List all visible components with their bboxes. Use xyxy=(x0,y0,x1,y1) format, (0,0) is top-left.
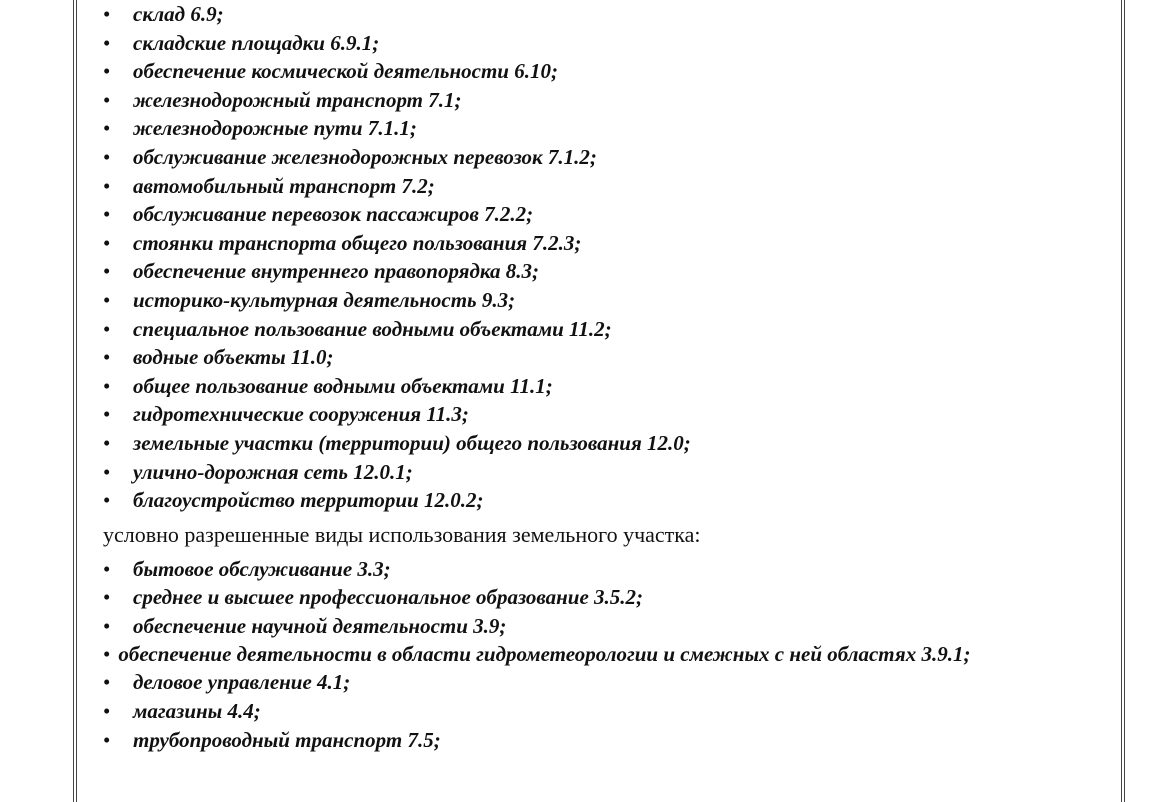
conditional-uses-heading: условно разрешенные виды использования земельного участка: xyxy=(103,521,701,547)
list-item-text: водные объекты 11.0; xyxy=(133,345,334,370)
list-item-text: магазины 4.4; xyxy=(133,699,261,724)
bullet-marker: • xyxy=(103,459,111,484)
bullet-marker: • xyxy=(103,613,111,638)
bullet-marker: • xyxy=(103,642,111,667)
bullet-marker: • xyxy=(103,202,111,227)
list-item xyxy=(103,229,1103,258)
list-item xyxy=(103,697,1103,726)
list-item xyxy=(103,668,1103,697)
list-item-text: обслуживание железнодорожных перевозок 7.1.2; xyxy=(133,144,597,169)
list-item xyxy=(103,200,1103,229)
list-item-text: трубопроводный транспорт 7.5; xyxy=(133,727,441,752)
permitted-uses-list xyxy=(103,0,1103,515)
bullet-marker: • xyxy=(103,87,111,112)
bullet-marker: • xyxy=(103,230,111,255)
list-item-text: обеспечение внутреннего правопорядка 8.3; xyxy=(133,259,540,284)
list-item xyxy=(103,172,1103,201)
bullet-marker: • xyxy=(103,287,111,312)
list-item-text: среднее и высшее профессиональное образование 3.5.2; xyxy=(133,585,644,610)
bullet-marker: • xyxy=(103,556,111,581)
bullet-marker: • xyxy=(103,585,111,610)
document-content xyxy=(103,0,1103,754)
list-item-text: деловое управление 4.1; xyxy=(133,670,351,695)
list-item xyxy=(103,143,1103,172)
list-item-text: специальное пользование водными объектами 11.2; xyxy=(133,316,612,341)
list-item xyxy=(103,114,1103,143)
bullet-marker: • xyxy=(103,59,111,84)
list-item xyxy=(103,372,1103,401)
bullet-marker: • xyxy=(103,116,111,141)
bullet-marker: • xyxy=(103,259,111,284)
list-item-text: склад 6.9; xyxy=(133,2,224,26)
list-item-text: общее пользование водными объектами 11.1; xyxy=(133,373,553,398)
list-item-text: обеспечение научной деятельности 3.9; xyxy=(133,613,507,638)
bullet-marker: • xyxy=(103,2,111,26)
bullet-marker: • xyxy=(103,488,111,513)
list-item xyxy=(103,29,1103,58)
list-item xyxy=(103,429,1103,458)
list-item xyxy=(103,458,1103,487)
list-item xyxy=(103,257,1103,286)
bullet-marker: • xyxy=(103,402,111,427)
list-item xyxy=(103,286,1103,315)
list-item-text: железнодорожный транспорт 7.1; xyxy=(133,87,462,112)
bullet-marker: • xyxy=(103,727,111,752)
conditional-uses-list xyxy=(103,555,1103,755)
list-item xyxy=(103,400,1103,429)
list-item xyxy=(103,726,1103,755)
list-item xyxy=(103,0,1103,29)
list-item-text: благоустройство территории 12.0.2; xyxy=(133,488,484,513)
bullet-marker: • xyxy=(103,30,111,55)
list-item xyxy=(103,612,1103,641)
list-item-text: улично-дорожная сеть 12.0.1; xyxy=(133,459,413,484)
list-item-text: обеспечение деятельности в области гидрометеорологии и смежных с ней областях 3.9.1; xyxy=(118,642,971,667)
list-item xyxy=(103,57,1103,86)
list-item xyxy=(103,343,1103,372)
list-item xyxy=(103,315,1103,344)
list-item-text: земельные участки (территории) общего пользования 12.0; xyxy=(133,430,691,455)
bullet-marker: • xyxy=(103,173,111,198)
list-item xyxy=(103,486,1103,515)
list-item-text: историко-культурная деятельность 9.3; xyxy=(133,287,516,312)
list-item-text: стоянки транспорта общего пользования 7.2.3; xyxy=(133,230,582,255)
list-item-text: автомобильный транспорт 7.2; xyxy=(133,173,435,198)
bullet-marker: • xyxy=(103,316,111,341)
list-item-text: обслуживание перевозок пассажиров 7.2.2; xyxy=(133,202,534,227)
list-item xyxy=(103,555,1103,584)
bullet-marker: • xyxy=(103,670,111,695)
list-item xyxy=(103,86,1103,115)
bullet-marker: • xyxy=(103,430,111,455)
list-item-text: бытовое обслуживание 3.3; xyxy=(133,556,391,581)
bullet-marker: • xyxy=(103,144,111,169)
list-item xyxy=(103,640,1103,668)
list-item-text: железнодорожные пути 7.1.1; xyxy=(133,116,417,141)
list-item xyxy=(103,583,1103,612)
list-item-text: обеспечение космической деятельности 6.10; xyxy=(133,59,558,84)
bullet-marker: • xyxy=(103,345,111,370)
list-item-text: складские площадки 6.9.1; xyxy=(133,30,380,55)
list-item-text: гидротехнические сооружения 11.3; xyxy=(133,402,469,427)
bullet-marker: • xyxy=(103,699,111,724)
bullet-marker: • xyxy=(103,373,111,398)
